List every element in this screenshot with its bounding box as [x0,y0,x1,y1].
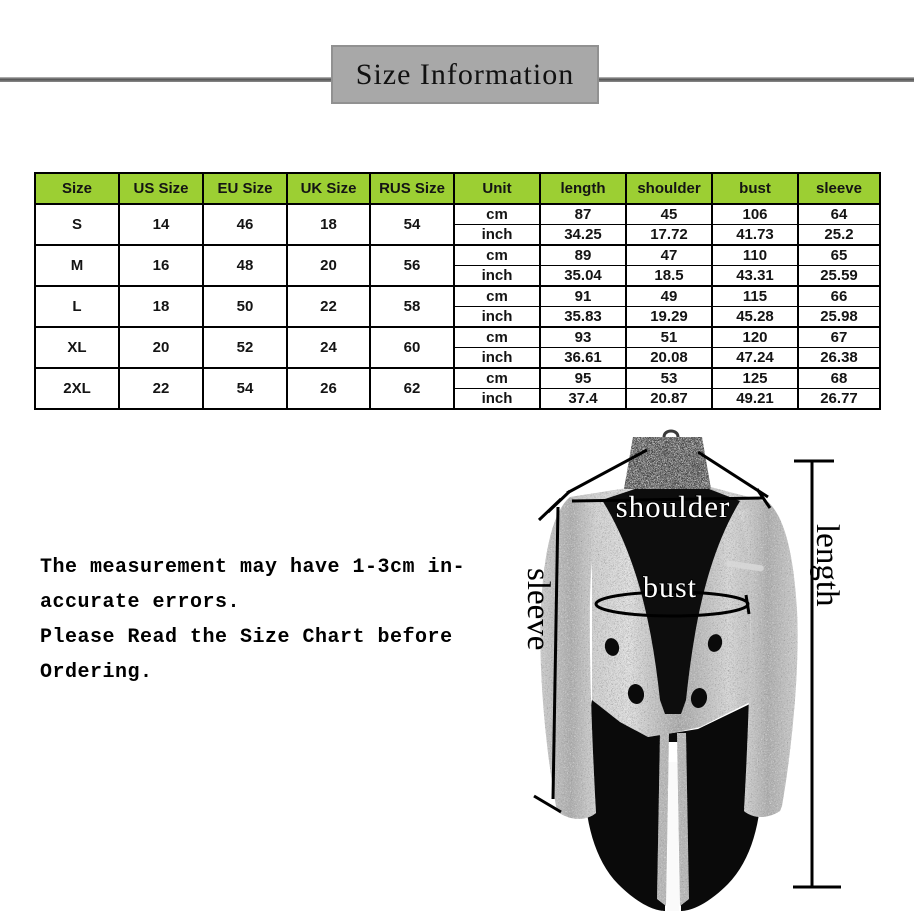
sleeve-inch-cell: 26.77 [798,389,880,410]
length-inch-cell: 36.61 [540,348,626,369]
length-label: length [809,524,845,607]
col-header-us-size: US Size [119,173,203,204]
note-line: The measurement may have 1-3cm in- [40,556,466,579]
unit-cell: cm [454,286,540,307]
bust-label: bust [642,571,698,604]
uk-size-cell: 26 [287,368,370,409]
length-cm-cell: 95 [540,368,626,389]
unit-cell: inch [454,266,540,287]
sleeve-cm-cell: 65 [798,245,880,266]
us-size-cell: 14 [119,204,203,245]
unit-cell: inch [454,348,540,369]
note-line: Please Read the Size Chart before [40,626,453,649]
unit-cell: cm [454,368,540,389]
size-table [34,172,881,410]
sleeve-inch-cell: 26.38 [798,348,880,369]
sleeve-inch-cell: 25.2 [798,225,880,246]
sleeve-inch-cell: 25.98 [798,307,880,328]
unit-cell: inch [454,307,540,328]
shoulder-inch-cell: 20.08 [626,348,712,369]
sleeve-inch-cell: 25.59 [798,266,880,287]
us-size-cell: 18 [119,286,203,327]
eu-size-cell: 52 [203,327,287,368]
col-header-sleeve: sleeve [798,173,880,204]
bust-inch-cell: 47.24 [712,348,798,369]
col-header-bust: bust [712,173,798,204]
us-size-cell: 22 [119,368,203,409]
bust-cm-cell: 110 [712,245,798,266]
tail-slit-gap [667,762,679,911]
length-inch-cell: 37.4 [540,389,626,410]
col-header-shoulder: shoulder [626,173,712,204]
length-inch-cell: 34.25 [540,225,626,246]
uk-size-cell: 24 [287,327,370,368]
shoulder-inch-cell: 18.5 [626,266,712,287]
uk-size-cell: 22 [287,286,370,327]
sleeve-cm-cell: 64 [798,204,880,225]
note-text [40,550,470,690]
eu-size-cell: 54 [203,368,287,409]
bust-cm-cell: 115 [712,286,798,307]
table-row [35,327,880,348]
shoulder-cm-cell: 45 [626,204,712,225]
length-cm-cell: 93 [540,327,626,348]
col-header-unit: Unit [454,173,540,204]
note-line: accurate errors. [40,591,241,614]
unit-cell: cm [454,245,540,266]
tailcoat-collar [624,437,711,489]
sleeve-cm-cell: 68 [798,368,880,389]
size-cell: M [35,245,119,286]
unit-cell: cm [454,327,540,348]
eu-size-cell: 50 [203,286,287,327]
rus-size-cell: 60 [370,327,454,368]
shoulder-cm-cell: 51 [626,327,712,348]
bust-inch-cell: 45.28 [712,307,798,328]
length-inch-cell: 35.83 [540,307,626,328]
page-title: Size Information [355,57,575,91]
unit-cell: cm [454,204,540,225]
length-cm-cell: 89 [540,245,626,266]
size-cell: 2XL [35,368,119,409]
shoulder-cm-cell: 53 [626,368,712,389]
shoulder-inch-cell: 17.72 [626,225,712,246]
unit-cell: inch [454,225,540,246]
sleeve-label: sleeve [520,568,556,651]
eu-size-cell: 46 [203,204,287,245]
rus-size-cell: 62 [370,368,454,409]
table-row [35,245,880,266]
length-cm-cell: 87 [540,204,626,225]
uk-size-cell: 20 [287,245,370,286]
unit-cell: inch [454,389,540,410]
length-cm-cell: 91 [540,286,626,307]
bust-inch-cell: 41.73 [712,225,798,246]
uk-size-cell: 18 [287,204,370,245]
note-line: Ordering. [40,661,153,684]
sleeve-cm-cell: 67 [798,327,880,348]
eu-size-cell: 48 [203,245,287,286]
shoulder-cm-cell: 47 [626,245,712,266]
bust-cm-cell: 106 [712,204,798,225]
bust-cm-cell: 125 [712,368,798,389]
col-header-size: Size [35,173,119,204]
table-header-row [35,173,880,204]
size-cell: XL [35,327,119,368]
bust-inch-cell: 49.21 [712,389,798,410]
size-cell: S [35,204,119,245]
us-size-cell: 16 [119,245,203,286]
shoulder-inch-cell: 19.29 [626,307,712,328]
shoulder-label: shoulder [615,489,731,524]
rus-size-cell: 56 [370,245,454,286]
col-header-uk-size: UK Size [287,173,370,204]
bust-inch-cell: 43.31 [712,266,798,287]
hanger-loop [664,431,678,437]
col-header-rus-size: RUS Size [370,173,454,204]
rus-size-cell: 58 [370,286,454,327]
title-banner [331,45,599,104]
rus-size-cell: 54 [370,204,454,245]
table-row [35,368,880,389]
table-row [35,286,880,307]
col-header-eu-size: EU Size [203,173,287,204]
bust-cm-cell: 120 [712,327,798,348]
us-size-cell: 20 [119,327,203,368]
col-header-length: length [540,173,626,204]
shoulder-inch-cell: 20.87 [626,389,712,410]
size-cell: L [35,286,119,327]
shoulder-cm-cell: 49 [626,286,712,307]
sleeve-cm-cell: 66 [798,286,880,307]
length-inch-cell: 35.04 [540,266,626,287]
table-row [35,204,880,225]
